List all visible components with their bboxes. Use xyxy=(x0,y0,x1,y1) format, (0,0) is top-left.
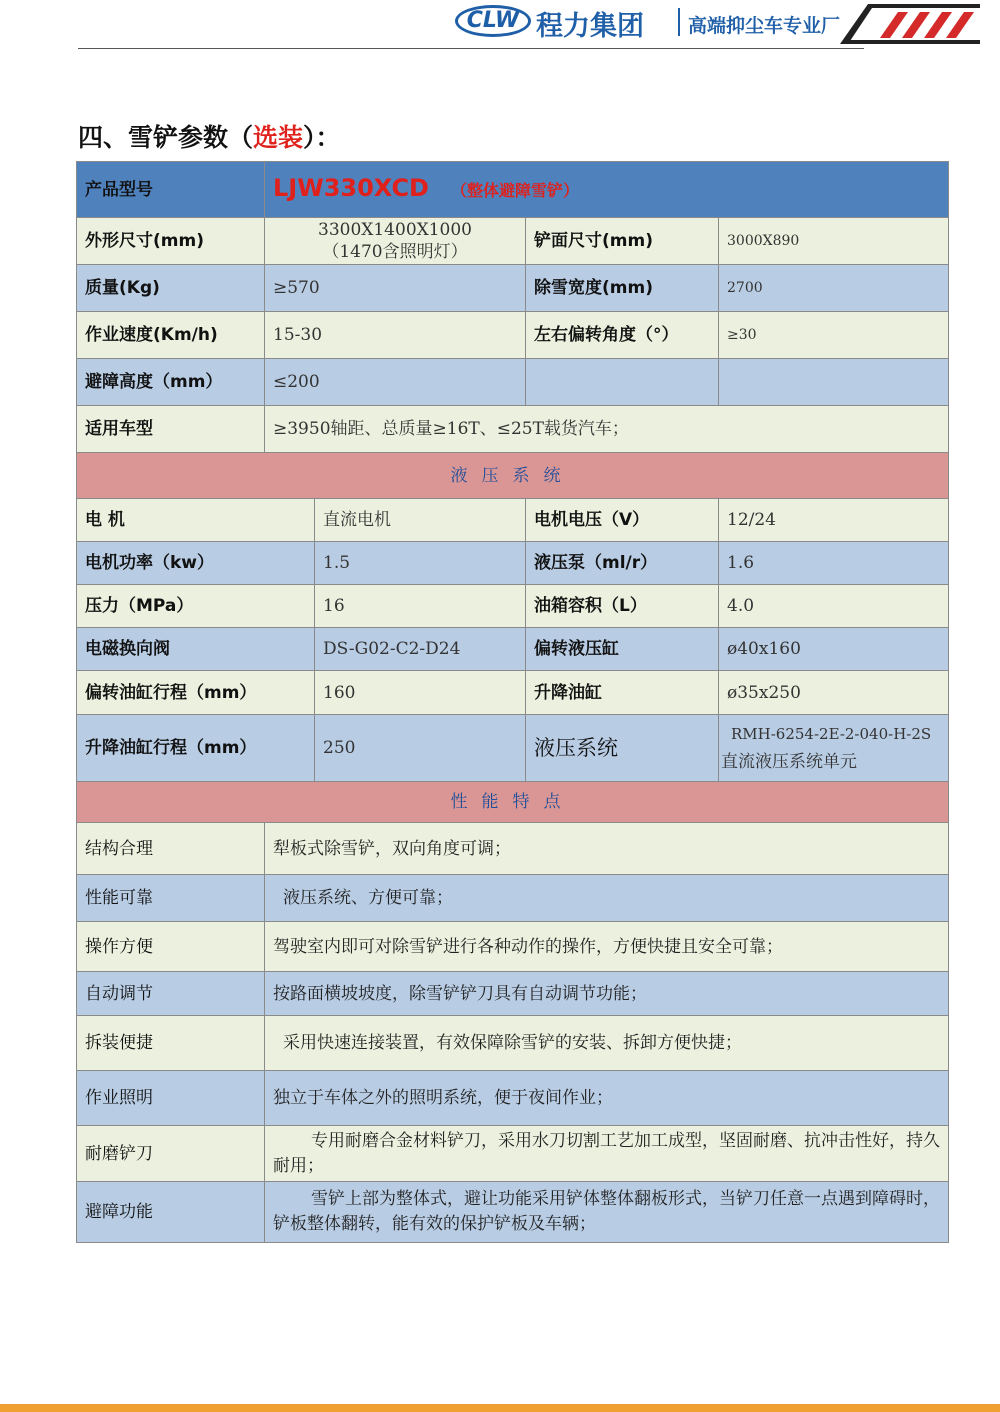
table-row: 电磁换向阀 DS-G02-C2-D24 偏转液压缸 ø40x160 xyxy=(77,628,949,671)
table-row: 升降油缸行程（mm） 250 液压系统 RMH-6254-2E-2-040-H-2S 直流液压系统单元 xyxy=(77,715,949,782)
product-model: LJW330XCD xyxy=(273,174,429,202)
features-band xyxy=(77,782,949,823)
table-row: 压力（MPa） 16 油箱容积（L） 4.0 xyxy=(77,585,949,628)
table-row: 电机功率（kw） 1.5 液压泵（ml/r） 1.6 xyxy=(77,542,949,585)
table-row: 外形尺寸(mm) 3300X1400X1000 （1470含照明灯） 铲面尺寸(mm) 3000X890 xyxy=(77,218,949,265)
header-rule xyxy=(78,48,864,49)
footer-rule xyxy=(0,1404,1000,1412)
table-row: 质量(Kg) ≥570 除雪宽度(mm) 2700 xyxy=(77,265,949,312)
hydraulic-band xyxy=(77,453,949,499)
feature-row: 结构合理 犁板式除雪铲，双向角度可调； xyxy=(77,823,949,875)
feature-row: 作业照明 独立于车体之外的照明系统，便于夜间作业； xyxy=(77,1071,949,1126)
feature-row: 拆装便捷 采用快速连接装置，有效保障除雪铲的安装、拆卸方便快捷； xyxy=(77,1016,949,1071)
product-label: 产品型号 xyxy=(77,162,265,218)
section-title: 四、雪铲参数（选装）： xyxy=(78,123,341,152)
company-name: 程力集团 xyxy=(536,11,644,42)
optional-highlight: 选装 xyxy=(253,123,304,152)
table-row: 适用车型 ≥3950轴距、总质量≥16T、≤25T载货汽车； xyxy=(77,406,949,453)
table-row: 避障高度（mm） ≤200 xyxy=(77,359,949,406)
spec-table xyxy=(76,161,949,1243)
product-model-cell xyxy=(265,162,949,218)
feature-row: 操作方便 驾驶室内即可对除雪铲进行各种动作的操作，方便快捷且安全可靠； xyxy=(77,922,949,972)
table-row: 偏转油缸行程（mm） 160 升降油缸 ø35x250 xyxy=(77,671,949,715)
table-row: 作业速度(Km/h) 15-30 左右偏转角度（°） ≥30 xyxy=(77,312,949,359)
feature-row: 自动调节 按路面横坡坡度，除雪铲铲刀具有自动调节功能； xyxy=(77,972,949,1016)
company-slogan: 高端抑尘车专业厂 xyxy=(688,15,841,37)
feature-row: 性能可靠 液压系统、方便可靠； xyxy=(77,875,949,922)
header-divider xyxy=(678,8,680,36)
company-logo: CLW xyxy=(455,5,531,37)
hydraulic-title: 液压系统 xyxy=(77,453,949,499)
product-model-note: （整体避障雪铲） xyxy=(450,181,579,200)
stripes-icon xyxy=(840,4,980,44)
features-title: 性能特点 xyxy=(77,782,949,823)
product-row xyxy=(77,162,949,218)
page-header xyxy=(0,0,1000,52)
feature-row: 耐磨铲刀 专用耐磨合金材料铲刀，采用水刀切割工艺加工成型，坚固耐磨、抗冲击性好，持久耐用； xyxy=(77,1126,949,1182)
table-row: 电 机 直流电机 电机电压（V） 12/24 xyxy=(77,499,949,542)
feature-row: 避障功能 雪铲上部为整体式，避让功能采用铲体整体翻板形式，当铲刀任意一点遇到障碍时，铲板整体翻转，能有效的保护铲板及车辆； xyxy=(77,1182,949,1243)
